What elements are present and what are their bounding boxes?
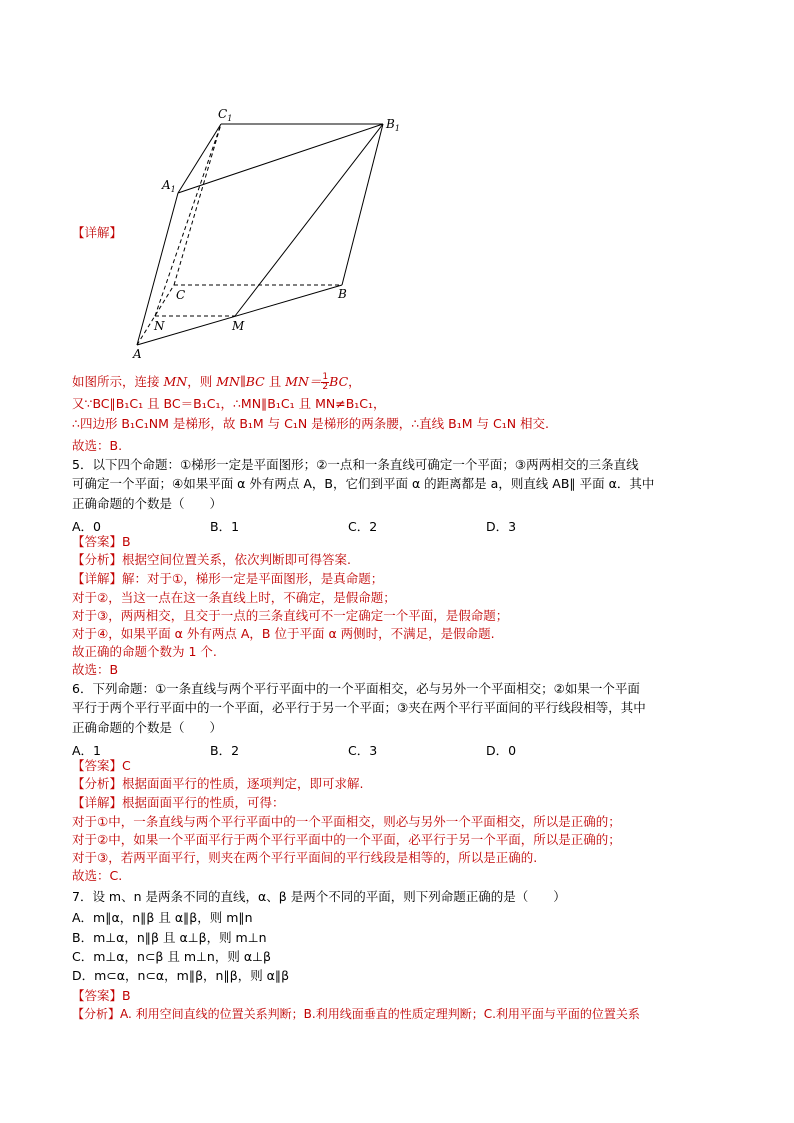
- q5-option-b: B．1: [210, 519, 240, 534]
- edge-a-b: [137, 285, 342, 345]
- q7-option-c: C．m⊥α，n⊂β 且 m⊥n，则 α⊥β: [72, 949, 271, 964]
- q6-option-d: D．0: [486, 743, 517, 758]
- q6-option-b: B．2: [210, 743, 240, 758]
- q5-line-1: 5．以下四个命题：①梯形一定是平面图形；②一点和一条直线可确定一个平面；③两两相交的三条直线: [72, 457, 639, 472]
- sol4-line-2: 又∵BC∥B₁C₁ 且 BC＝B₁C₁，∴MN∥B₁C₁ 且 MN≠B₁C₁，: [72, 396, 386, 411]
- q5-line-2: 可确定一个平面；④如果平面 α 外有两点 A，B，它们到平面 α 的距离都是 a，则直线 AB∥ 平面 α．其中: [72, 476, 655, 491]
- q6-detail-4: 对于③，若两平面平行，则夹在两个平行平面间的平行线段是相等的，所以是正确的.: [72, 850, 538, 865]
- edge-b-b1: [342, 124, 383, 285]
- detail-tag-q4: 【详解】: [72, 225, 123, 240]
- label-b1: $B_1$: [386, 117, 400, 133]
- q6-detail-3: 对于②中，如果一个平面平行于两个平行平面中的一个平面，必平行于另一个平面，所以是正确的；: [72, 832, 621, 847]
- q7-option-b: B．m⊥α，n∥β 且 α⊥β，则 m⊥n: [72, 930, 267, 945]
- prism-figure: [125, 100, 415, 365]
- q5-answer: 【答案】B: [72, 534, 131, 549]
- label-b: B: [338, 287, 347, 301]
- q6-option-a: A．1: [72, 743, 102, 758]
- q5-detail-5: 故正确的命题个数为 1 个.: [72, 644, 217, 659]
- edge-a1-b1: [178, 124, 383, 193]
- q5-detail-4: 对于④，如果平面 α 外有两点 A，B 位于平面 α 两侧时，不满足，是假命题.: [72, 626, 495, 641]
- edge-m-b1: [235, 124, 383, 316]
- q6-detail-1: 【详解】根据面面平行的性质，可得：: [72, 795, 285, 810]
- q5-analysis: 【分析】根据空间位置关系，依次判断即可得答案.: [72, 552, 351, 567]
- q6-detail-5: 故选：C.: [72, 868, 123, 883]
- q5-detail-2: 对于②，当这一点在这一条直线上时，不确定，是假命题；: [72, 590, 396, 605]
- edge-c-c1: [174, 124, 221, 285]
- q6-line-3: 正确命题的个数是（ ）: [72, 720, 223, 735]
- q6-option-c: C．3: [348, 743, 378, 758]
- q7-analysis: 【分析】A. 利用空间直线的位置关系判断；B.利用线面垂直的性质定理判断；C.利用平面与平面的位置关系: [72, 1007, 640, 1021]
- label-a1: $A_1$: [162, 178, 176, 194]
- edge-a1-c1: [178, 124, 221, 193]
- label-c: C: [176, 288, 186, 302]
- fraction-one-half: $\frac{1}{2}$: [322, 372, 329, 392]
- q5-detail-1: 【详解】解：对于①，梯形一定是平面图形，是真命题；: [72, 571, 384, 586]
- q6-detail-2: 对于①中，一条直线与两个平行平面中的一个平面相交，则必与另外一个平面相交，所以是正确的；: [72, 814, 621, 829]
- q5-option-c: C．2: [348, 519, 378, 534]
- label-n: N: [154, 319, 165, 333]
- q6-analysis: 【分析】根据面面平行的性质，逐项判定，即可求解.: [72, 776, 364, 791]
- edge-n-c1: [155, 124, 221, 316]
- q5-line-3: 正确命题的个数是（ ）: [72, 496, 223, 511]
- q5-detail-6: 故选：B: [72, 662, 119, 677]
- sol4-line-1: 如图所示，连接 MN，则 MN∥BC 且 MN＝ $\frac{1}{2}$ BC，: [72, 372, 361, 392]
- q5-option-a: A．0: [72, 519, 102, 534]
- sol4-line-4: 故选：B.: [72, 438, 123, 453]
- q7-answer: 【答案】B: [72, 988, 131, 1003]
- q6-answer: 【答案】C: [72, 758, 131, 773]
- q6-line-1: 6．下列命题：①一条直线与两个平行平面中的一个平面相交，必与另外一个平面相交；②如果一个平面: [72, 681, 640, 696]
- q7-line-1: 7．设 m、n 是两条不同的直线，α、β 是两个不同的平面，则下列命题正确的是（ ）: [72, 889, 566, 904]
- label-a: A: [133, 347, 142, 361]
- q5-option-d: D．3: [486, 519, 517, 534]
- label-m: M: [232, 319, 245, 333]
- q5-detail-3: 对于③，两两相交，且交于一点的三条直线可不一定确定一个平面，是假命题；: [72, 608, 509, 623]
- label-c1: $C_1$: [218, 107, 233, 123]
- q7-option-d: D．m⊂α，n⊂α，m∥β，n∥β，则 α∥β: [72, 968, 290, 983]
- q6-line-2: 平行于两个平行平面中的一个平面，必平行于另一个平面；③夹在两个平行平面间的平行线段相等，其中: [72, 700, 646, 715]
- sol4-line-3: ∴四边形 B₁C₁NM 是梯形，故 B₁M 与 C₁N 是梯形的两条腰，∴直线 B₁M 与 C₁N 相交.: [72, 416, 549, 431]
- q7-option-a: A．m∥α，n∥β 且 α∥β，则 m∥n: [72, 910, 253, 925]
